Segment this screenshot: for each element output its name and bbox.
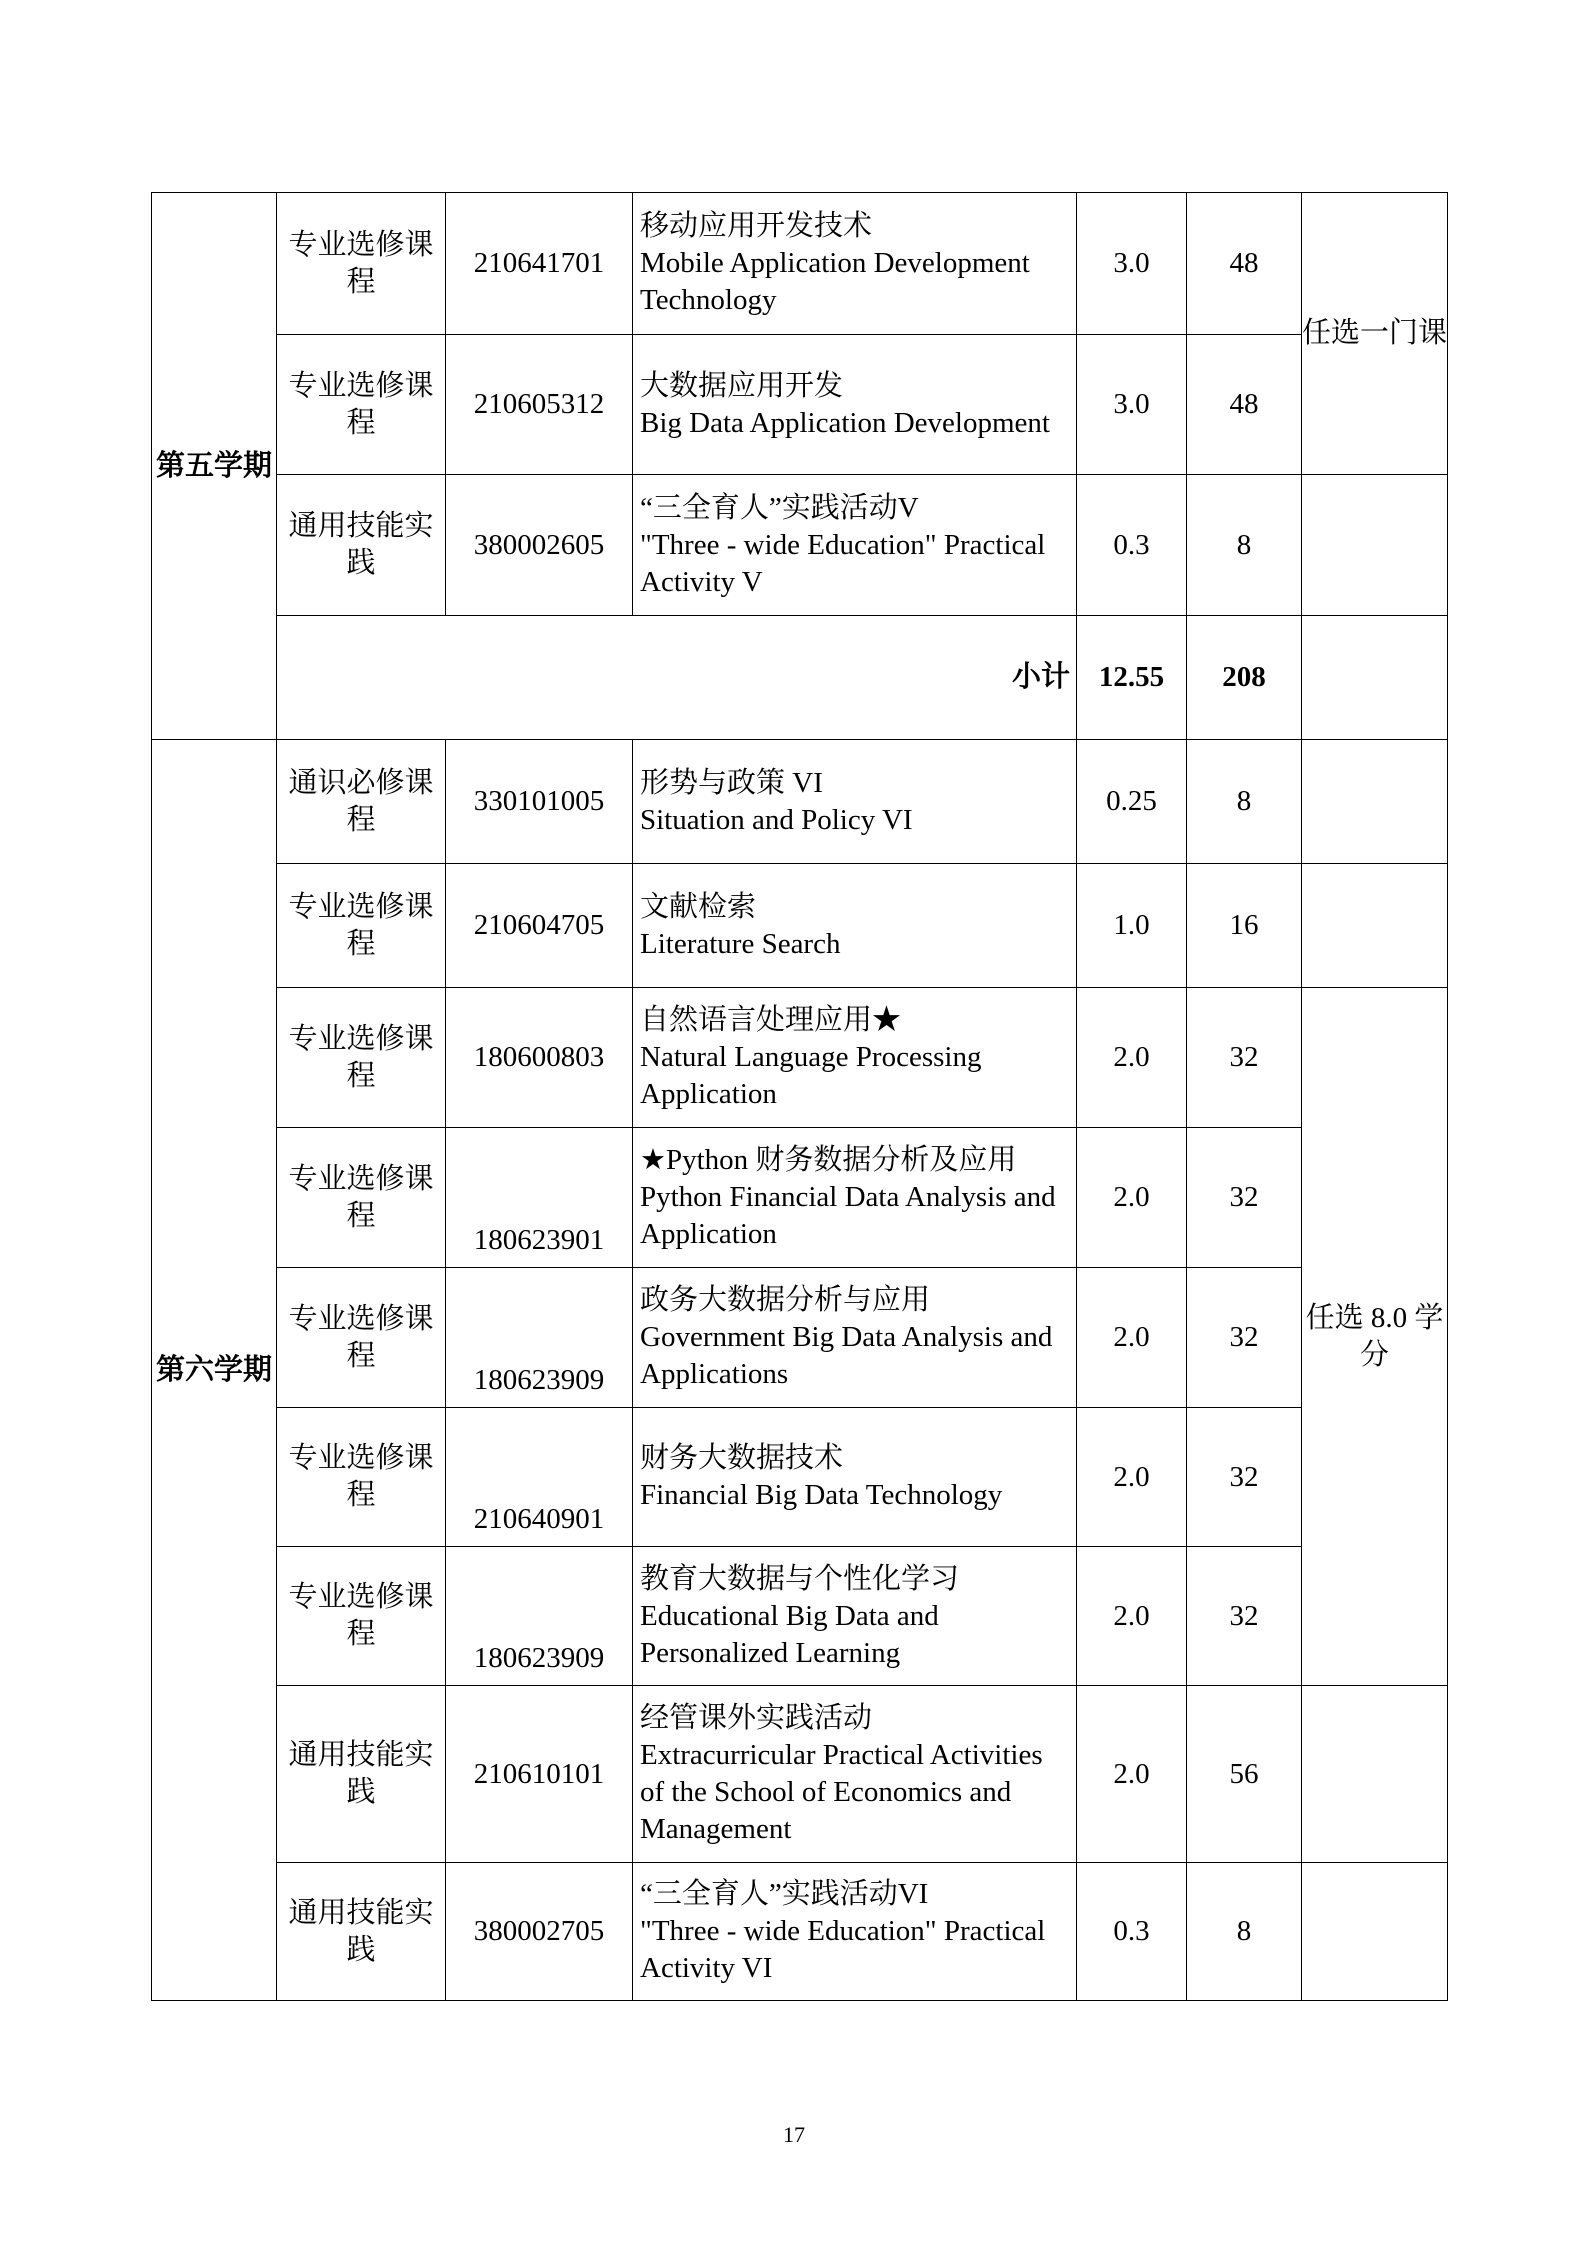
course-category: 专业选修课程 [277, 1128, 446, 1268]
course-name-en: Educational Big Data and Personalized Learning [640, 1599, 939, 1669]
course-hours: 56 [1187, 1686, 1302, 1863]
semester-five-label: 第五学期 [152, 193, 277, 740]
course-credits: 3.0 [1077, 193, 1187, 335]
course-code: 180623909 [446, 1268, 633, 1408]
course-hours: 16 [1187, 864, 1302, 988]
page-number: 17 [783, 2122, 805, 2147]
course-table [151, 192, 1448, 2001]
course-category: 通用技能实践 [277, 1863, 446, 2001]
course-credits: 2.0 [1077, 988, 1187, 1128]
course-hours: 48 [1187, 193, 1302, 335]
course-hours: 8 [1187, 1863, 1302, 2001]
table-row [152, 988, 1448, 1128]
course-hours: 8 [1187, 740, 1302, 864]
course-name-en: Literature Search [640, 927, 841, 960]
table-row [152, 1408, 1448, 1547]
course-code: 210641701 [446, 193, 633, 335]
table-row [152, 335, 1448, 475]
course-code: 210610101 [446, 1686, 633, 1863]
course-name-cn: 财务大数据技术 [640, 1442, 844, 1474]
note-choose-one: 任选一门课 [1302, 193, 1448, 475]
course-name-en: Extracurricular Practical Activities of the School of Economics and Management [640, 1739, 1043, 1845]
course-credits: 1.0 [1077, 864, 1187, 988]
course-name [633, 193, 1077, 335]
course-name-en: Mobile Application Development Technology [640, 247, 1030, 316]
course-name [633, 475, 1077, 616]
course-name-en: Financial Big Data Technology [640, 1479, 1003, 1511]
subtotal-row [152, 616, 1448, 740]
course-hours: 32 [1187, 1128, 1302, 1268]
table-row [152, 1268, 1448, 1408]
course-code: 330101005 [446, 740, 633, 864]
table-row [152, 475, 1448, 616]
course-credits: 0.25 [1077, 740, 1187, 864]
note-empty [1302, 1863, 1448, 2001]
course-category: 通用技能实践 [277, 475, 446, 616]
course-hours: 32 [1187, 1408, 1302, 1547]
course-credits: 2.0 [1077, 1268, 1187, 1408]
course-name [633, 1408, 1077, 1547]
course-credits: 2.0 [1077, 1408, 1187, 1547]
course-category: 专业选修课程 [277, 1268, 446, 1408]
course-code: 380002605 [446, 475, 633, 616]
course-category: 专业选修课程 [277, 988, 446, 1128]
course-hours: 32 [1187, 1268, 1302, 1408]
course-name-en: Natural Language Processing Application [640, 1041, 982, 1110]
course-name-cn: 自然语言处理应用★ [640, 1004, 902, 1036]
table-row [152, 1547, 1448, 1686]
course-name-cn: 文献检索 [640, 890, 757, 923]
course-name [633, 1863, 1077, 2001]
course-category: 专业选修课程 [277, 193, 446, 335]
course-category: 专业选修课程 [277, 864, 446, 988]
course-name-en: "Three - wide Education" Practical Activity VI [640, 1915, 1046, 1984]
table-row [152, 1863, 1448, 2001]
course-name-cn: 大数据应用开发 [640, 369, 844, 402]
semester-six-label: 第六学期 [152, 740, 277, 2001]
subtotal-label: 小计 [277, 616, 1077, 740]
course-credits: 0.3 [1077, 475, 1187, 616]
course-credits: 2.0 [1077, 1686, 1187, 1863]
course-name [633, 1268, 1077, 1408]
course-code: 210604705 [446, 864, 633, 988]
course-code: 210640901 [446, 1408, 633, 1547]
table-row [152, 193, 1448, 335]
subtotal-hours: 208 [1187, 616, 1302, 740]
course-category: 专业选修课程 [277, 335, 446, 475]
course-hours: 32 [1187, 1547, 1302, 1686]
note-choose-credits: 任选 8.0 学分 [1302, 988, 1448, 1686]
note-empty [1302, 864, 1448, 988]
course-code: 180623901 [446, 1128, 633, 1268]
course-hours: 8 [1187, 475, 1302, 616]
course-credits: 0.3 [1077, 1863, 1187, 2001]
table-row [152, 1128, 1448, 1268]
note-empty [1302, 740, 1448, 864]
course-name [633, 335, 1077, 475]
course-category: 通用技能实践 [277, 1686, 446, 1863]
course-name-cn: 经管课外实践活动 [640, 1702, 873, 1734]
course-name [633, 1128, 1077, 1268]
course-credits: 2.0 [1077, 1547, 1187, 1686]
course-name [633, 864, 1077, 988]
course-code: 380002705 [446, 1863, 633, 2001]
course-name-cn: “三全育人”实践活动V [640, 491, 919, 524]
course-name-en: "Three - wide Education" Practical Activity V [640, 528, 1046, 598]
course-code: 180600803 [446, 988, 633, 1128]
course-category: 通识必修课程 [277, 740, 446, 864]
course-hours: 32 [1187, 988, 1302, 1128]
course-name [633, 740, 1077, 864]
course-code: 210605312 [446, 335, 633, 475]
course-name [633, 1686, 1077, 1863]
table-row [152, 864, 1448, 988]
course-name-en: Python Financial Data Analysis and Application [640, 1181, 1056, 1250]
course-name-cn: “三全育人”实践活动VI [640, 1878, 929, 1910]
subtotal-credits: 12.55 [1077, 616, 1187, 740]
course-name-en: Government Big Data Analysis and Applications [640, 1321, 1053, 1390]
course-credits: 3.0 [1077, 335, 1187, 475]
course-name-cn: ★Python 财务数据分析及应用 [640, 1144, 1017, 1176]
table-row [152, 1686, 1448, 1863]
course-credits: 2.0 [1077, 1128, 1187, 1268]
table-row [152, 740, 1448, 864]
course-name-cn: 教育大数据与个性化学习 [640, 1562, 960, 1595]
course-name-cn: 政务大数据分析与应用 [640, 1284, 931, 1316]
course-code: 180623909 [446, 1547, 633, 1686]
note-empty [1302, 1686, 1448, 1863]
course-name-cn: 形势与政策 VI [640, 766, 823, 799]
course-name-cn: 移动应用开发技术 [640, 210, 873, 242]
course-name [633, 988, 1077, 1128]
course-name [633, 1547, 1077, 1686]
note-empty [1302, 616, 1448, 740]
course-name-en: Situation and Policy VI [640, 803, 913, 836]
course-category: 专业选修课程 [277, 1547, 446, 1686]
course-category: 专业选修课程 [277, 1408, 446, 1547]
course-hours: 48 [1187, 335, 1302, 475]
course-name-en: Big Data Application Development [640, 406, 1050, 439]
note-empty [1302, 475, 1448, 616]
